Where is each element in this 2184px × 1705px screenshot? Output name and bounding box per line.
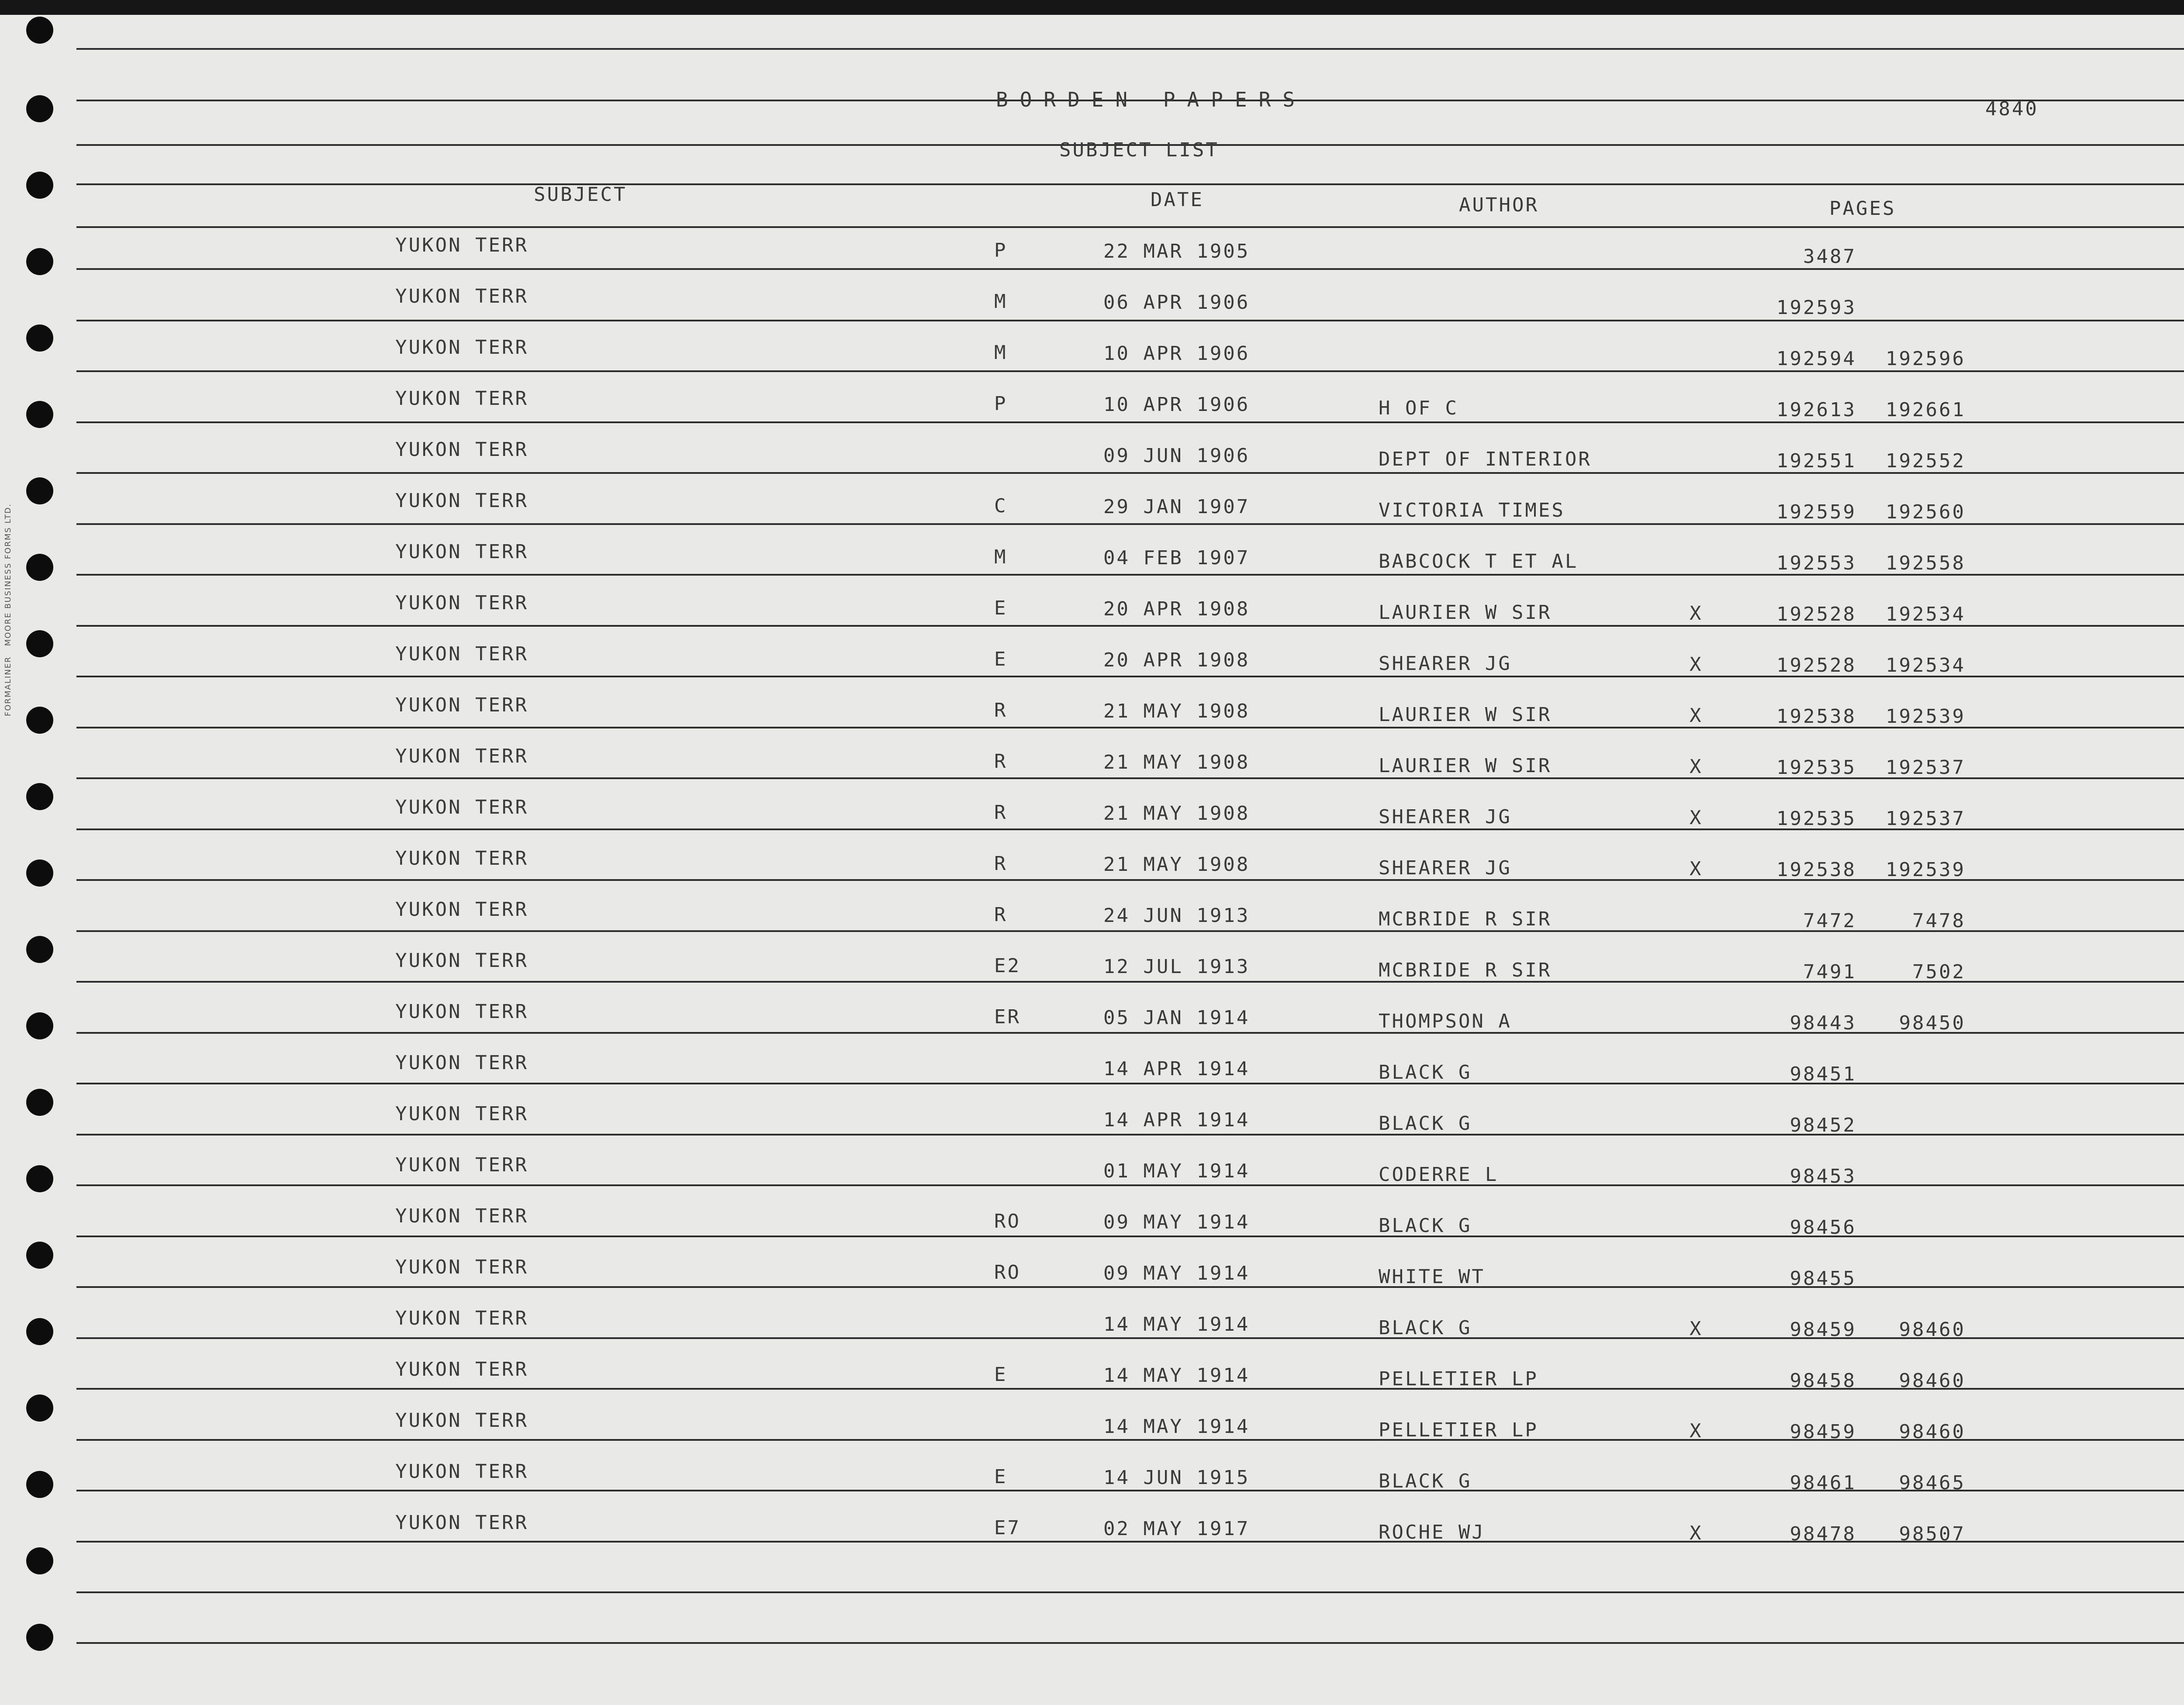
form-rule — [76, 421, 2184, 423]
row-flag: X — [1690, 653, 1703, 676]
form-rule — [76, 320, 2184, 321]
row-code: C — [994, 495, 1008, 517]
row-date: 09 MAY 1914 — [1103, 1262, 1250, 1284]
row-page-from: 192535 — [1776, 756, 1856, 779]
form-rule — [76, 828, 2184, 830]
row-date: 10 APR 1906 — [1103, 342, 1250, 365]
row-page-from: 192538 — [1776, 705, 1856, 728]
row-page-from: 98459 — [1790, 1421, 1856, 1443]
row-date: 21 MAY 1908 — [1103, 853, 1250, 876]
row-date: 14 JUN 1915 — [1103, 1467, 1250, 1489]
row-author: THOMPSON A — [1379, 1010, 1512, 1032]
row-page-to: 98507 — [1899, 1523, 1966, 1545]
feed-hole — [26, 95, 53, 122]
row-page-from: 7472 — [1803, 910, 1856, 932]
row-page-from: 98451 — [1790, 1063, 1856, 1085]
row-subject: YUKON TERR — [395, 796, 529, 818]
form-rule — [76, 879, 2184, 881]
form-rule — [76, 1642, 2184, 1644]
form-rule — [76, 183, 2184, 185]
row-code: P — [994, 239, 1008, 262]
row-page-from: 98461 — [1790, 1472, 1856, 1494]
feed-hole — [26, 172, 53, 199]
row-author: MCBRIDE R SIR — [1379, 959, 1552, 981]
row-page-from: 98459 — [1790, 1318, 1856, 1341]
feed-hole — [26, 1012, 53, 1039]
row-date: 01 MAY 1914 — [1103, 1160, 1250, 1182]
form-rule — [76, 472, 2184, 474]
row-page-from: 7491 — [1803, 961, 1856, 983]
row-subject: YUKON TERR — [395, 336, 529, 359]
row-subject: YUKON TERR — [395, 1103, 529, 1125]
row-page-from: 192559 — [1776, 501, 1856, 523]
form-rule — [76, 727, 2184, 728]
row-page-to: 98465 — [1899, 1472, 1966, 1494]
row-code: E2 — [994, 955, 1021, 977]
row-code: M — [994, 546, 1008, 568]
row-author: DEPT OF INTERIOR — [1379, 448, 1592, 470]
row-date: 21 MAY 1908 — [1103, 700, 1250, 722]
row-page-to: 7502 — [1912, 961, 1966, 983]
form-rule — [76, 574, 2184, 576]
feed-hole — [26, 1547, 53, 1574]
row-subject: YUKON TERR — [395, 898, 529, 921]
feed-hole — [26, 1471, 53, 1498]
row-date: 12 JUL 1913 — [1103, 956, 1250, 978]
document-subtitle: SUBJECT LIST — [1059, 139, 1219, 161]
row-date: 22 MAR 1905 — [1103, 240, 1250, 262]
form-rule — [76, 1439, 2184, 1441]
feed-hole — [26, 1089, 53, 1116]
row-subject: YUKON TERR — [395, 1460, 529, 1483]
feed-hole — [26, 17, 53, 44]
feed-hole — [26, 477, 53, 504]
row-page-to: 192596 — [1886, 348, 1966, 370]
row-subject: YUKON TERR — [395, 541, 529, 563]
row-date: 14 MAY 1914 — [1103, 1415, 1250, 1438]
feed-hole — [26, 248, 53, 275]
row-page-from: 98458 — [1790, 1370, 1856, 1392]
form-rule — [76, 676, 2184, 677]
row-date: 20 APR 1908 — [1103, 649, 1250, 671]
row-author: BLACK G — [1379, 1112, 1472, 1135]
row-page-from: 192528 — [1776, 603, 1856, 625]
form-rule — [76, 1286, 2184, 1288]
row-page-to: 192537 — [1886, 756, 1966, 779]
row-author: LAURIER W SIR — [1379, 755, 1552, 777]
row-author: BABCOCK T ET AL — [1379, 550, 1579, 573]
row-page-from: 192553 — [1776, 552, 1856, 574]
row-author: VICTORIA TIMES — [1379, 499, 1565, 521]
row-subject: YUKON TERR — [395, 694, 529, 716]
form-rule — [76, 1591, 2184, 1593]
row-date: 20 APR 1908 — [1103, 598, 1250, 620]
form-rule — [76, 1236, 2184, 1237]
row-author: MCBRIDE R SIR — [1379, 908, 1552, 930]
row-subject: YUKON TERR — [395, 1154, 529, 1176]
row-code: M — [994, 342, 1008, 364]
feed-hole — [26, 936, 53, 963]
row-subject: YUKON TERR — [395, 490, 529, 512]
column-header-date: DATE — [1151, 189, 1204, 211]
row-subject: YUKON TERR — [395, 847, 529, 870]
row-author: LAURIER W SIR — [1379, 601, 1552, 624]
row-author: BLACK G — [1379, 1061, 1472, 1084]
feed-hole — [26, 1318, 53, 1345]
row-page-to: 192661 — [1886, 399, 1966, 421]
form-manufacturer-label: FORMALINER MOORE BUSINESS FORMS LTD. — [3, 503, 13, 716]
feed-hole — [26, 630, 53, 657]
row-date: 05 JAN 1914 — [1103, 1007, 1250, 1029]
row-flag: X — [1690, 1318, 1703, 1340]
row-flag: X — [1690, 756, 1703, 778]
row-subject: YUKON TERR — [395, 949, 529, 972]
row-subject: YUKON TERR — [395, 285, 529, 307]
row-author: PELLETIER LP — [1379, 1419, 1538, 1441]
row-author: BLACK G — [1379, 1215, 1472, 1237]
row-page-from: 98443 — [1790, 1012, 1856, 1034]
row-author: ROCHE WJ — [1379, 1521, 1485, 1543]
feed-hole — [26, 324, 53, 352]
row-date: 21 MAY 1908 — [1103, 802, 1250, 825]
form-rule — [76, 625, 2184, 627]
row-subject: YUKON TERR — [395, 1409, 529, 1432]
row-page-to: 98460 — [1899, 1370, 1966, 1392]
row-date: 10 APR 1906 — [1103, 393, 1250, 416]
form-rule — [76, 1337, 2184, 1339]
row-subject: YUKON TERR — [395, 234, 529, 256]
row-date: 04 FEB 1907 — [1103, 547, 1250, 569]
row-date: 09 MAY 1914 — [1103, 1211, 1250, 1233]
form-rule — [76, 268, 2184, 270]
row-page-to: 192560 — [1886, 501, 1966, 523]
row-flag: X — [1690, 602, 1703, 625]
column-header-subject: SUBJECT — [534, 183, 627, 206]
form-rule — [76, 1083, 2184, 1084]
row-date: 14 MAY 1914 — [1103, 1313, 1250, 1336]
row-author: BLACK G — [1379, 1317, 1472, 1339]
row-subject: YUKON TERR — [395, 643, 529, 665]
form-rule — [76, 981, 2184, 983]
row-page-from: 98478 — [1790, 1523, 1856, 1545]
row-author: SHEARER JG — [1379, 652, 1512, 675]
row-page-to: 192539 — [1886, 705, 1966, 728]
feed-hole — [26, 401, 53, 428]
row-flag: X — [1690, 858, 1703, 880]
row-author: BLACK G — [1379, 1470, 1472, 1492]
form-rule — [76, 1388, 2184, 1390]
row-page-from: 192551 — [1776, 450, 1856, 472]
row-page-to: 192558 — [1886, 552, 1966, 574]
feed-hole — [26, 1242, 53, 1269]
row-subject: YUKON TERR — [395, 745, 529, 767]
row-code: R — [994, 904, 1008, 926]
row-code: R — [994, 852, 1008, 875]
row-date: 02 MAY 1917 — [1103, 1518, 1250, 1540]
row-author: CODERRE L — [1379, 1163, 1499, 1186]
row-code: RO — [994, 1261, 1021, 1284]
row-date: 14 APR 1914 — [1103, 1109, 1250, 1131]
row-page-to: 192552 — [1886, 450, 1966, 472]
row-subject: YUKON TERR — [395, 1512, 529, 1534]
row-page-to: 98450 — [1899, 1012, 1966, 1034]
row-page-to: 192539 — [1886, 859, 1966, 881]
form-rule — [76, 1541, 2184, 1543]
row-code: P — [994, 393, 1008, 415]
row-subject: YUKON TERR — [395, 592, 529, 614]
form-rule — [76, 1490, 2184, 1491]
row-page-from: 98455 — [1790, 1267, 1856, 1290]
form-rule — [76, 48, 2184, 50]
row-subject: YUKON TERR — [395, 387, 529, 410]
feed-hole — [26, 1624, 53, 1651]
row-page-from: 192613 — [1776, 399, 1856, 421]
row-author: LAURIER W SIR — [1379, 704, 1552, 726]
row-page-to: 7478 — [1912, 910, 1966, 932]
row-subject: YUKON TERR — [395, 1358, 529, 1381]
row-page-from: 98452 — [1790, 1114, 1856, 1136]
form-rule — [76, 930, 2184, 932]
row-page-from: 98456 — [1790, 1216, 1856, 1239]
row-code: RO — [994, 1210, 1021, 1232]
row-code: R — [994, 699, 1008, 721]
row-date: 29 JAN 1907 — [1103, 496, 1250, 518]
row-flag: X — [1690, 704, 1703, 727]
row-date: 14 MAY 1914 — [1103, 1364, 1250, 1387]
row-code: E — [994, 1466, 1008, 1488]
feed-hole — [26, 1394, 53, 1422]
row-subject: YUKON TERR — [395, 1205, 529, 1227]
row-subject: YUKON TERR — [395, 1256, 529, 1278]
form-rule — [76, 777, 2184, 779]
row-page-from: 192538 — [1776, 859, 1856, 881]
row-date: 24 JUN 1913 — [1103, 904, 1250, 927]
row-code: E7 — [994, 1517, 1021, 1539]
row-author: H OF C — [1379, 397, 1458, 419]
row-code: E — [994, 648, 1008, 670]
feed-hole — [26, 707, 53, 734]
document-title: BORDEN PAPERS — [996, 88, 1307, 111]
row-code: E — [994, 1363, 1008, 1386]
row-date: 21 MAY 1908 — [1103, 751, 1250, 773]
form-rule — [76, 523, 2184, 525]
row-page-to: 192534 — [1886, 603, 1966, 625]
feed-hole — [26, 1165, 53, 1192]
row-subject: YUKON TERR — [395, 1052, 529, 1074]
row-page-from: 192594 — [1776, 348, 1856, 370]
row-author: WHITE WT — [1379, 1266, 1485, 1288]
row-author: SHEARER JG — [1379, 857, 1512, 879]
row-date: 14 APR 1914 — [1103, 1058, 1250, 1080]
column-header-author: AUTHOR — [1459, 194, 1539, 216]
row-date: 09 JUN 1906 — [1103, 445, 1250, 467]
row-date: 06 APR 1906 — [1103, 291, 1250, 314]
row-page-from: 192593 — [1776, 297, 1856, 319]
row-page-to: 98460 — [1899, 1318, 1966, 1341]
form-rule — [76, 1184, 2184, 1186]
row-page-from: 192528 — [1776, 654, 1856, 676]
feed-hole — [26, 859, 53, 887]
row-code: R — [994, 801, 1008, 824]
feed-hole — [26, 783, 53, 810]
row-flag: X — [1690, 1522, 1703, 1544]
row-flag: X — [1690, 1420, 1703, 1442]
row-subject: YUKON TERR — [395, 438, 529, 461]
row-author: SHEARER JG — [1379, 806, 1512, 828]
row-subject: YUKON TERR — [395, 1001, 529, 1023]
row-page-to: 98460 — [1899, 1421, 1966, 1443]
column-header-pages: PAGES — [1829, 197, 1896, 220]
row-page-to: 192537 — [1886, 808, 1966, 830]
row-code: ER — [994, 1006, 1021, 1028]
form-rule — [76, 226, 2184, 228]
form-rule — [76, 1134, 2184, 1136]
row-page-from: 192535 — [1776, 808, 1856, 830]
row-page-to: 192534 — [1886, 654, 1966, 676]
form-rule — [76, 370, 2184, 372]
row-code: M — [994, 290, 1008, 313]
row-subject: YUKON TERR — [395, 1307, 529, 1329]
row-author: PELLETIER LP — [1379, 1368, 1538, 1390]
row-flag: X — [1690, 807, 1703, 829]
row-code: R — [994, 750, 1008, 773]
top-edge-band — [0, 0, 2184, 15]
feed-hole — [26, 554, 53, 581]
row-page-from: 98453 — [1790, 1165, 1856, 1187]
form-rule — [76, 1032, 2184, 1034]
page-number: 4840 — [1985, 98, 2039, 120]
row-code: E — [994, 597, 1008, 619]
row-page-from: 3487 — [1803, 245, 1856, 268]
